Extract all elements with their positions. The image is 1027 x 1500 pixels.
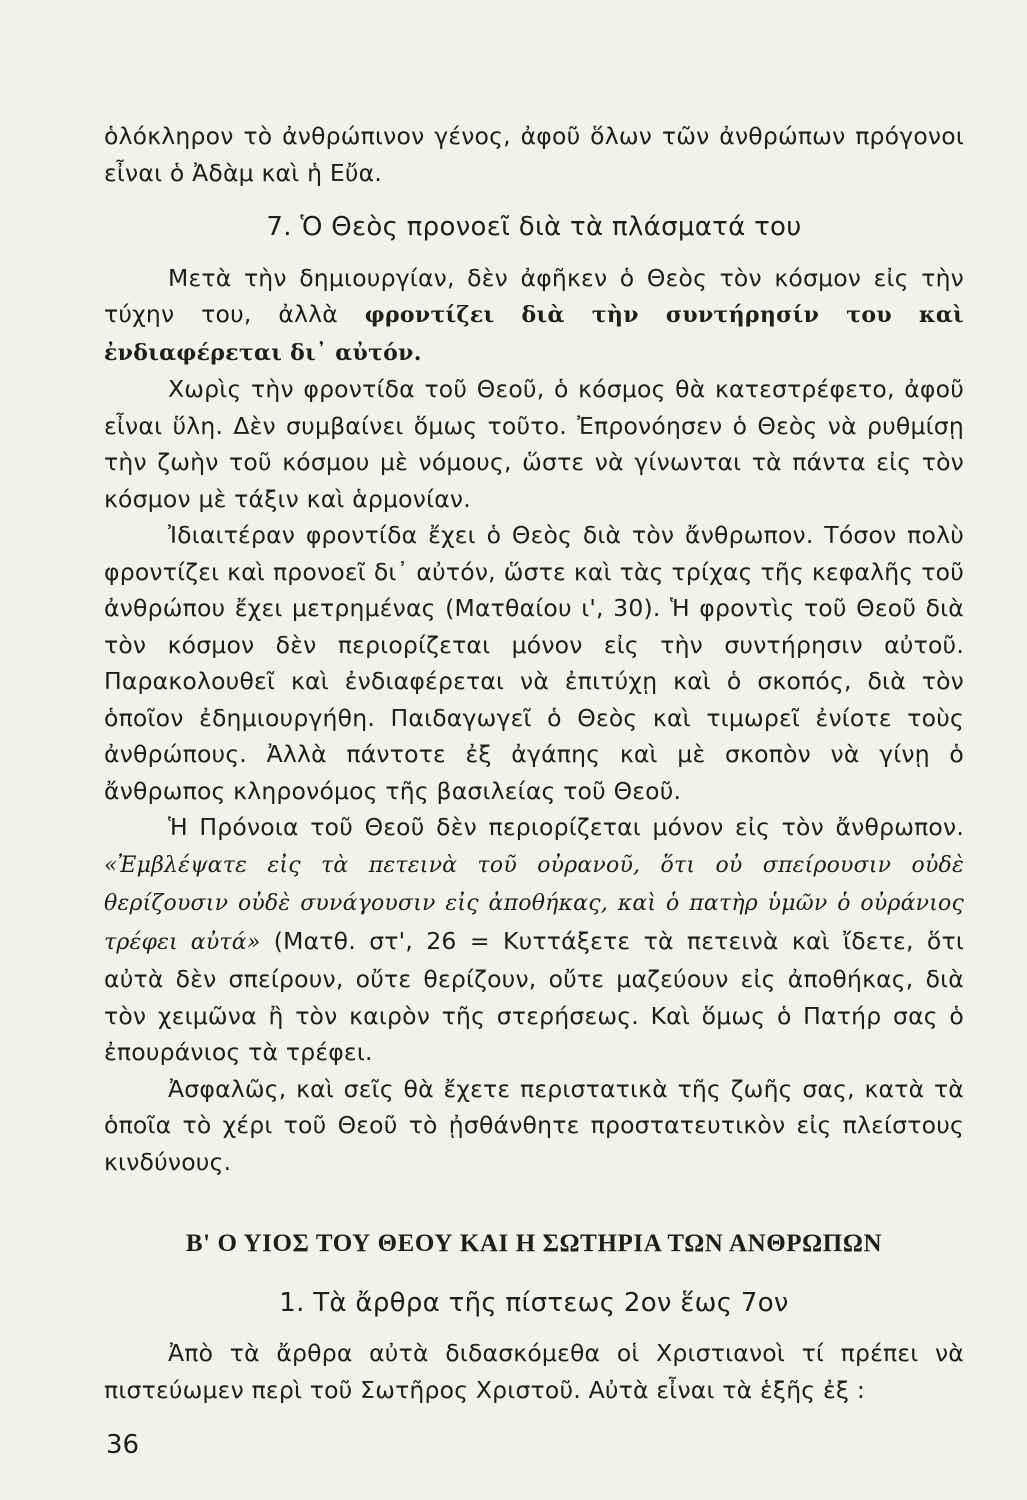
paragraph-continuation: ὁλόκληρον τὸ ἀνθρώπινον γένος, ἀφοῦ ὅλων τῶν ἀνθρώπων πρόγονοι εἶναι ὁ Ἀδὰμ καὶ ἡ Εὔα. <box>104 122 964 187</box>
paragraph-personal: Ἀσφαλῶς, καὶ σεῖς θὰ ἔχετε περιστατικὰ τῆς ζωῆς σας, κατὰ τὰ ὁποῖα τὸ χέρι τοῦ Θεοῦ τὸ ᾐσθάνθητε προστατευτικὸν εἰς πλείστους κινδύνους. <box>104 1074 964 1176</box>
emphasized-text: φροντίζει διὰ τὴν συντήρησίν του καὶ ἐνδιαφέρεται δι᾽ αὐτόν. <box>104 302 964 366</box>
paragraph-text: (Ματθ. στ', 26 = Κυττάξετε τὰ πετεινὰ καὶ ἴδετε, ὅτι αὐτὰ δὲν σπείρουν, οὔτε θερίζουν, οὔτε μαζεύουν εἰς ἀποθήκας, διὰ τὸν χειμῶνα ἢ τὸν καιρὸν τῆς στερήσεως. Καὶ ὅμως ὁ Πατήρ σας ὁ ἐπουράνιος τὰ τρέφει. <box>104 926 965 1066</box>
paragraph-text: Ἡ Πρόνοια τοῦ Θεοῦ δὲν περιορίζεται μόνον εἰς τὸν ἄνθρωπον. <box>168 813 964 841</box>
paragraph-providence <box>104 260 964 372</box>
paragraph-care-for-man: Ἰδιαιτέραν φροντίδα ἔχει ὁ Θεὸς διὰ τὸν ἄνθρωπον. Τόσον πολὺ φροντίζει καὶ προνοεῖ δι᾽ αὐτόν, ὥστε καὶ τὰς τρίχας τῆς κεφαλῆς τοῦ ἀνθρώπου ἔχει μετρημένας (Ματθαίου ι', 30). Ἡ φροντὶς τοῦ Θεοῦ διὰ τὸν κόσμον δὲν περιορίζεται μόνον εἰς τὴν συντήρησιν αὐτοῦ. Παρακολουθεῖ καὶ ἐνδιαφέρεται νὰ ἐπιτύχῃ καὶ ὁ σκοπός, διὰ τὸν ὁποῖον ἐδημιουργήθη. Παιδαγωγεῖ ὁ Θεὸς καὶ τιμωρεῖ ἐνίοτε τοὺς ἀνθρώπους. Ἀλλὰ πάντοτε ἐξ ἀγάπης καὶ μὲ σκοπὸν νὰ γίνῃ ὁ ἄνθρωπος κληρονόμος τῆς βασιλείας τοῦ Θεοῦ. <box>104 521 964 805</box>
section-heading-7: 7. Ὁ Θεὸς προνοεῖ διὰ τὰ πλάσματά του <box>266 212 802 242</box>
chapter-heading-b: Β' Ο ΥΙΟΣ ΤΟΥ ΘΕΟΥ ΚΑΙ Η ΣΩΤΗΡΙΑ ΤΩΝ ΑΝΘΡΩΠΩΝ <box>185 1230 883 1257</box>
page-body <box>104 118 964 1408</box>
scripture-quote: «Ἐμβλέψατε εἰς τὰ πετεινὰ τοῦ οὐρανοῦ, ὅτι οὐ σπείρουσιν οὐδὲ θερίζουσιν οὐδὲ συνάγουσιν εἰς ἀποθήκας, καὶ ὁ πατὴρ ὑμῶν ὁ οὐράνιος τρέφει αὐτά» <box>104 852 964 955</box>
paragraph-birds-quote <box>104 809 964 1071</box>
paragraph-order: Χωρὶς τὴν φροντίδα τοῦ Θεοῦ, ὁ κόσμος θὰ κατεστρέφετο, ἀφοῦ εἶναι ὕλη. Δὲν συμβαίνει ὅμως τοῦτο. Ἐπρονόησεν ὁ Θεὸς νὰ ρυθμίσῃ τὴν ζωὴν τοῦ κόσμου μὲ νόμους, ὥστε νὰ γίνωνται τὰ πάντα εἰς τὸν κόσμον μὲ τάξιν καὶ ἁρμονίαν. <box>104 375 964 513</box>
section-heading-1: 1. Τὰ ἄρθρα τῆς πίστεως 2ον ἕως 7ον <box>279 1287 789 1318</box>
page-number: 36 <box>106 1430 140 1460</box>
paragraph-articles: Ἀπὸ τὰ ἄρθρα αὐτὰ διδασκόμεθα οἱ Χριστιανοὶ τί πρέπει νὰ πιστεύωμεν περὶ τοῦ Σωτῆρος Χριστοῦ. Αὐτὰ εἶναι τὰ ἑξῆς ἐξ : <box>104 1339 964 1404</box>
paragraph-text: Μετὰ τὴν δημιουργίαν, δὲν ἀφῆκεν ὁ Θεὸς τὸν κόσμον εἰς τὴν τύχην του, ἀλλὰ <box>104 263 964 328</box>
